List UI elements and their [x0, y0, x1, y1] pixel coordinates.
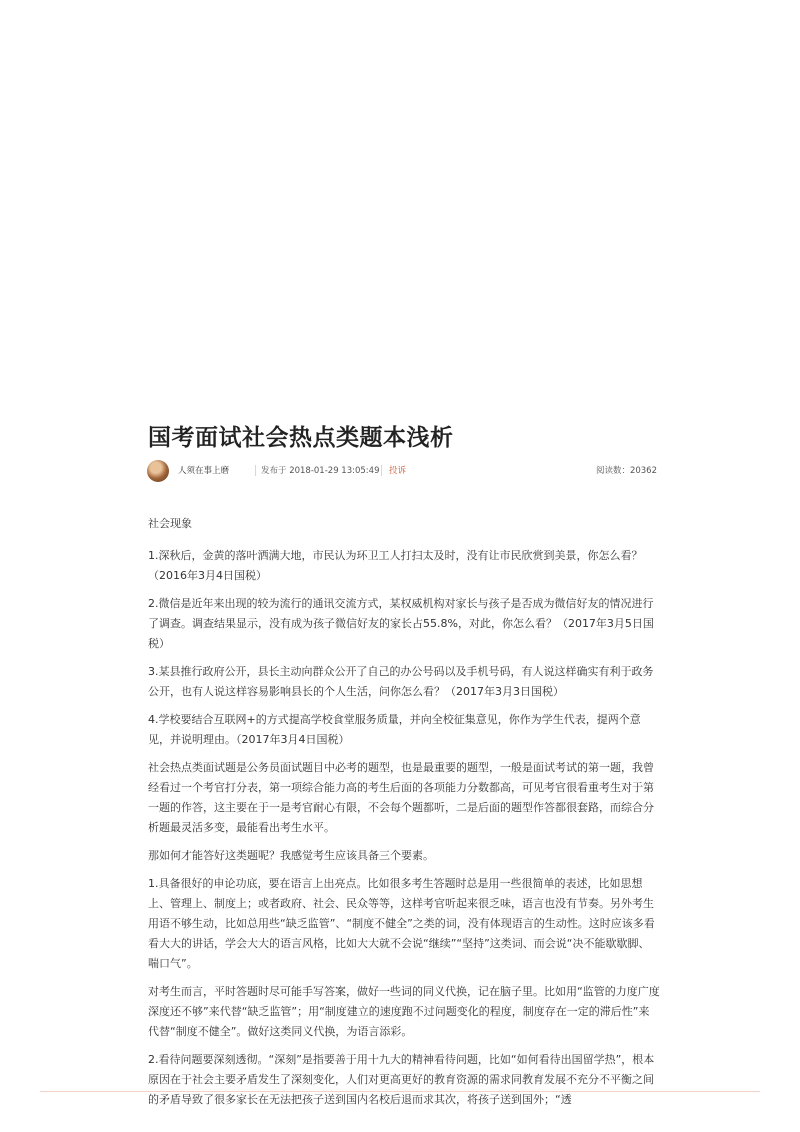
paragraph: 对考生而言，平时答题时尽可能手写答案，做好一些词的同义代换，记在脑子里。比如用“监管的力度广度深度还不够”来代替“缺乏监管”；用“制度建立的速度跑不过问题变化的程度，制度存在一定的滞后性”来代替“制度不健全”。做好这类同义代换，为语言添彩。 — [148, 985, 660, 1038]
paragraph: 1.深秋后，金黄的落叶洒满大地，市民认为环卫工人打扫太及时，没有让市民欣赏到美景，你怎么看？（2016年3月4日国税） — [148, 549, 643, 582]
paragraph: 3.某县推行政府公开，县长主动向群众公开了自己的办公号码以及手机号码，有人说这样确实有利于政务公开，也有人说这样容易影响县长的个人生活，问你怎么看？（2017年3月3日国税） — [148, 665, 654, 698]
article-body — [148, 514, 660, 1118]
paragraph: 那如何才能答好这类题呢？我感觉考生应该具备三个要素。 — [148, 849, 434, 862]
publish-time: 发布于 2018-01-29 13:05:49 — [261, 466, 380, 476]
paragraph: 2.微信是近年来出现的较为流行的通讯交流方式，某权威机构对家长与孩子是否成为微信好友的情况进行了调查。调查结果显示，没有成为孩子微信好友的家长占55.8%，对此，你怎么看？（2017年3月5日国税） — [148, 597, 654, 650]
article-title: 国考面试社会热点类题本浅析 — [148, 425, 454, 451]
paragraph: 社会热点类面试题是公务员面试题目中必考的题型，也是最重要的题型，一般是面试考试的第一题，我曾经看过一个考官打分表，第一项综合能力高的考生后面的各项能力分数都高，可见考官很看重考生对于第一题的作答，这主要在于一是考官耐心有限，不会每个题都听，二是后面的题型作答都很套路，而综合分析题最灵活多变，最能看出考生水平。 — [148, 761, 654, 834]
paragraph: 2.看待问题要深刻透彻。“深刻”是指要善于用十九大的精神看待问题，比如“如何看待出国留学热”，根本原因在于社会主要矛盾发生了深刻变化，人们对更高更好的教育资源的需求同教育发展不充分不平衡之间的矛盾导致了很多家长在无法把孩子送到国内名校后退而求其次，将孩子送到国外；“透 — [148, 1053, 655, 1106]
author-name[interactable]: 人须在事上磨 — [178, 466, 230, 476]
page-bottom-divider — [40, 1091, 760, 1092]
read-count: 阅读数：20362 — [595, 466, 657, 476]
author-avatar[interactable] — [147, 460, 169, 482]
meta-divider — [381, 465, 382, 476]
article-meta — [147, 458, 657, 484]
meta-divider — [255, 465, 256, 476]
section-heading: 社会现象 — [148, 517, 192, 530]
paragraph: 4.学校要结合互联网+的方式提高学校食堂服务质量，并向全校征集意见，你作为学生代表，提两个意见，并说明理由。（2017年3月4日国税） — [148, 713, 641, 746]
paragraph: 1.具备很好的申论功底，要在语言上出亮点。比如很多考生答题时总是用一些很简单的表述，比如思想上、管理上、制度上；或者政府、社会、民众等等，这样考官听起来很乏味，语言也没有节奏。另外考生用语不够生动，比如总用些“缺乏监管”、“制度不健全”之类的词，没有体现语言的生动性。这时应该多看看大大的讲话，学会大大的语言风格，比如大大就不会说“继续”“坚持”这类词、而会说“决不能歇歇脚、喘口气”。 — [148, 877, 655, 970]
report-link[interactable]: 投诉 — [389, 466, 407, 476]
